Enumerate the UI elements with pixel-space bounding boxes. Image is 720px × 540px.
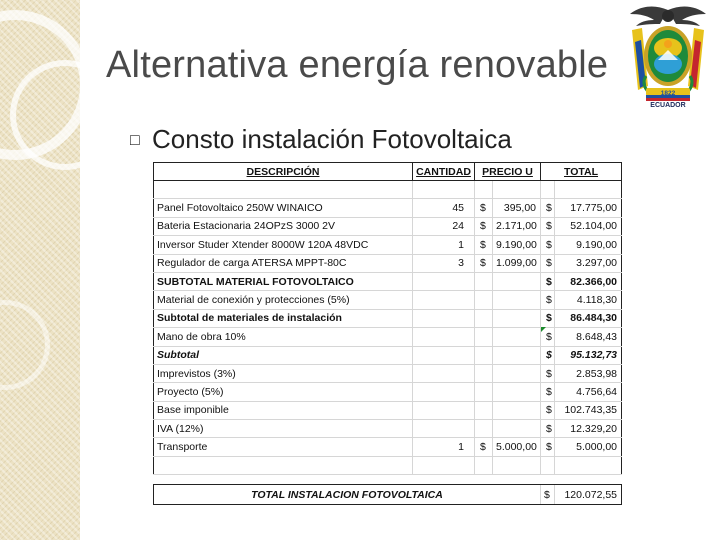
cell-price-currency (475, 401, 493, 419)
cell-description: Subtotal (154, 346, 413, 364)
cell-quantity (413, 401, 475, 419)
cell-total-currency: $ (541, 199, 555, 217)
cell-price-currency: $ (475, 438, 493, 456)
cell-price-currency (475, 364, 493, 382)
cell-total: 95.132,73 (555, 346, 622, 364)
header-quantity: CANTIDAD (413, 163, 475, 181)
grand-total-row (154, 485, 622, 505)
cell-description: Mano de obra 10% (154, 328, 413, 346)
cell-total-currency: $ (541, 217, 555, 235)
cell-description: Imprevistos (3%) (154, 364, 413, 382)
cell-quantity (413, 346, 475, 364)
cell-total-currency: $ (541, 328, 555, 346)
seal-year: 1822 (660, 90, 676, 97)
table-row (154, 328, 622, 346)
table-row (154, 272, 622, 290)
cell-description: Panel Fotovoltaico 250W WINAICO (154, 199, 413, 217)
cell-total: 82.366,00 (555, 272, 622, 290)
cell-description (154, 181, 413, 199)
cell-price-currency (475, 291, 493, 309)
cell-quantity: 1 (413, 236, 475, 254)
cell-quantity (413, 309, 475, 327)
cell-quantity (413, 272, 475, 290)
table-row (154, 401, 622, 419)
cell-price-currency: $ (475, 217, 493, 235)
table-row (154, 420, 622, 438)
cell-total-currency (541, 181, 555, 199)
cell-total-currency: $ (541, 438, 555, 456)
cell-unit-price: 9.190,00 (493, 236, 541, 254)
cell-total: 2.853,98 (555, 364, 622, 382)
cell-unit-price (493, 291, 541, 309)
cell-description: IVA (12%) (154, 420, 413, 438)
cell-total: 17.775,00 (555, 199, 622, 217)
cell-total-currency: $ (541, 364, 555, 382)
decorative-side-band (0, 0, 80, 540)
cell-unit-price: 5.000,00 (493, 438, 541, 456)
table-row (154, 236, 622, 254)
cell-total: 9.190,00 (555, 236, 622, 254)
cell-total: 8.648,43 (555, 328, 622, 346)
spacer-cell (154, 475, 622, 485)
slide-title: Alternativa energía renovable (106, 44, 609, 86)
decorative-ring (0, 300, 50, 390)
cell-quantity (413, 291, 475, 309)
cell-description: Regulador de carga ATERSA MPPT-80C (154, 254, 413, 272)
cell-description: Material de conexión y protecciones (5%) (154, 291, 413, 309)
grand-total-currency: $ (541, 485, 555, 505)
cell-description: Base imponible (154, 401, 413, 419)
grand-total-value: 120.072,55 (555, 485, 622, 505)
table-body (154, 181, 622, 475)
cell-quantity (413, 328, 475, 346)
header-total: TOTAL (541, 163, 622, 181)
cell-price-currency: $ (475, 199, 493, 217)
cell-total-currency: $ (541, 383, 555, 401)
cell-total: 52.104,00 (555, 217, 622, 235)
cell-total: 5.000,00 (555, 438, 622, 456)
cell-description: Bateria Estacionaria 24OPzS 3000 2V (154, 217, 413, 235)
cell-description (154, 456, 413, 474)
cell-quantity (413, 456, 475, 474)
cost-table (153, 162, 622, 505)
cell-total: 12.329,20 (555, 420, 622, 438)
cell-quantity (413, 181, 475, 199)
table-row (154, 346, 622, 364)
seal-country: ECUADOR (650, 102, 686, 108)
cell-unit-price: 1.099,00 (493, 254, 541, 272)
cell-description: Transporte (154, 438, 413, 456)
cell-total: 3.297,00 (555, 254, 622, 272)
table-row (154, 254, 622, 272)
cell-total: 86.484,30 (555, 309, 622, 327)
table-row (154, 181, 622, 199)
cell-price-currency (475, 456, 493, 474)
table-row (154, 309, 622, 327)
cell-unit-price (493, 364, 541, 382)
cell-description: Proyecto (5%) (154, 383, 413, 401)
cell-unit-price: 395,00 (493, 199, 541, 217)
table-row (154, 383, 622, 401)
cell-total (555, 181, 622, 199)
cell-total-currency: $ (541, 309, 555, 327)
cell-total-currency: $ (541, 401, 555, 419)
cell-price-currency (475, 181, 493, 199)
table-row (154, 217, 622, 235)
cell-comment-marker (541, 327, 546, 332)
cell-unit-price (493, 401, 541, 419)
cell-quantity: 45 (413, 199, 475, 217)
cell-quantity: 1 (413, 438, 475, 456)
cell-quantity: 3 (413, 254, 475, 272)
cell-unit-price: 2.171,00 (493, 217, 541, 235)
table-row (154, 456, 622, 474)
bullet-item (130, 124, 512, 155)
cell-quantity (413, 420, 475, 438)
cell-total-currency (541, 456, 555, 474)
cell-total-currency: $ (541, 346, 555, 364)
header-description: DESCRIPCIÓN (154, 163, 413, 181)
bullet-text: Consto instalación Fotovoltaica (152, 124, 512, 154)
cell-price-currency (475, 383, 493, 401)
cell-unit-price (493, 346, 541, 364)
cell-total (555, 456, 622, 474)
cell-unit-price (493, 309, 541, 327)
cell-total-currency: $ (541, 236, 555, 254)
cell-unit-price (493, 181, 541, 199)
cell-unit-price (493, 272, 541, 290)
cell-unit-price (493, 328, 541, 346)
cell-total-currency: $ (541, 254, 555, 272)
ecuador-coat-of-arms-logo (618, 2, 718, 108)
cell-description: Subtotal de materiales de instalación (154, 309, 413, 327)
cell-total-currency: $ (541, 291, 555, 309)
table-header-row (154, 163, 622, 181)
cell-description: SUBTOTAL MATERIAL FOTOVOLTAICO (154, 272, 413, 290)
cell-quantity (413, 383, 475, 401)
cell-price-currency: $ (475, 254, 493, 272)
cell-unit-price (493, 456, 541, 474)
cell-price-currency (475, 272, 493, 290)
cell-price-currency (475, 309, 493, 327)
table-row (154, 364, 622, 382)
cell-unit-price (493, 383, 541, 401)
bullet-glyph: □ (130, 132, 140, 149)
cell-total: 102.743,35 (555, 401, 622, 419)
table-row (154, 199, 622, 217)
cell-price-currency (475, 328, 493, 346)
decorative-ring (10, 60, 120, 170)
cell-description: Inversor Studer Xtender 8000W 120A 48VDC (154, 236, 413, 254)
cell-unit-price (493, 420, 541, 438)
cell-total-currency: $ (541, 420, 555, 438)
cell-price-currency (475, 420, 493, 438)
cell-price-currency: $ (475, 236, 493, 254)
cell-total: 4.756,64 (555, 383, 622, 401)
cell-total-currency: $ (541, 272, 555, 290)
cell-quantity: 24 (413, 217, 475, 235)
table-row (154, 438, 622, 456)
grand-total-label: TOTAL INSTALACION FOTOVOLTAICA (154, 485, 541, 505)
cell-quantity (413, 364, 475, 382)
table-row (154, 291, 622, 309)
table-spacer-row (154, 475, 622, 485)
cell-price-currency (475, 346, 493, 364)
header-unit-price: PRECIO U (475, 163, 541, 181)
cell-total: 4.118,30 (555, 291, 622, 309)
